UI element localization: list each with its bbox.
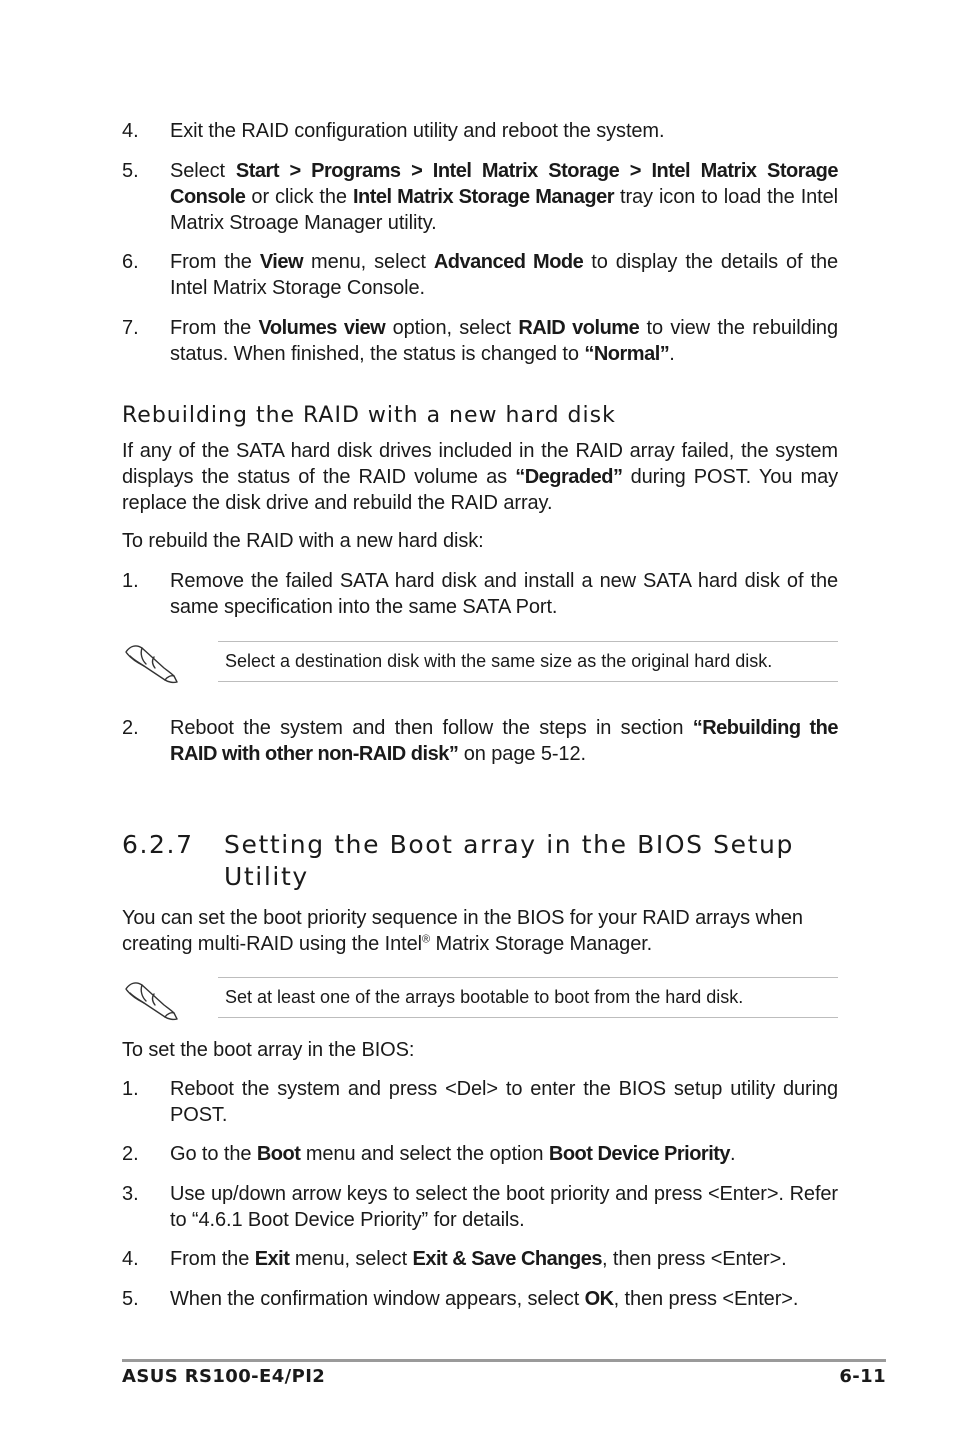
bold-term: RAID volume — [518, 317, 640, 339]
step-text — [170, 249, 838, 301]
page-number: 6-11 — [839, 1366, 886, 1387]
bold-term: “Rebuilding the RAID with other non-RAID disk” — [170, 717, 838, 765]
text-run: menu and select the option — [300, 1143, 549, 1165]
step-text — [170, 715, 838, 767]
text-run: , then press <Enter>. — [601, 1248, 787, 1270]
text-run: or click the — [245, 186, 353, 208]
bold-term: Boot — [256, 1143, 301, 1165]
hand-pencil-note-icon — [124, 977, 182, 1023]
hand-pencil-note-icon — [124, 640, 182, 686]
step-text — [170, 118, 838, 144]
text-run: Go to the — [170, 1143, 257, 1165]
text-run: From the — [170, 251, 260, 273]
section-heading: Rebuilding the RAID with a new hard disk — [122, 403, 616, 428]
text-run: Reboot the system and press <Del> to enter the BIOS setup utility during POST. — [170, 1078, 838, 1126]
step-text — [170, 1181, 838, 1233]
note-divider — [218, 641, 838, 642]
step-number: 3. — [122, 1183, 139, 1205]
step-number: 7. — [122, 317, 139, 339]
step-number: 4. — [122, 1248, 139, 1270]
step-number: 4. — [122, 120, 139, 142]
bold-term: Start > Programs > Intel Matrix Storage > Intel Matrix Storage Console — [170, 160, 838, 208]
step-number: 2. — [122, 717, 139, 739]
step-text — [170, 1141, 838, 1167]
section-title: Setting the Boot array in the BIOS Setup Utility — [224, 830, 794, 891]
text-run: , then press <Enter>. — [613, 1288, 799, 1310]
step-number: 5. — [122, 1288, 139, 1310]
bold-term: OK — [584, 1288, 614, 1310]
text-run: during POST. You may replace the disk drive and rebuild the RAID array. — [122, 466, 838, 514]
text-run: to view the rebuilding status. When finished, the status is changed to — [170, 317, 838, 365]
bold-term: View — [259, 251, 304, 273]
text-run: When the confirmation window appears, select — [170, 1288, 585, 1310]
footer-model: ASUS RS100-E4/PI2 — [122, 1366, 326, 1387]
text-run: . — [669, 343, 675, 365]
text-run: From the — [170, 317, 259, 339]
step-text — [170, 568, 838, 620]
text-run: Exit the RAID configuration utility and reboot the system. — [170, 120, 665, 142]
step-number: 5. — [122, 160, 139, 182]
step-text — [170, 1246, 838, 1272]
note-divider — [218, 681, 838, 682]
note-divider — [218, 977, 838, 978]
bold-term: “Degraded” — [515, 466, 623, 488]
note-text: Select a destination disk with the same size as the original hard disk. — [225, 651, 773, 671]
bold-term: Advanced Mode — [433, 251, 584, 273]
text-run: on page 5-12. — [458, 743, 586, 765]
text-run: menu, select — [303, 251, 434, 273]
step-text — [170, 158, 838, 236]
text-run: to display the details of the Intel Matrix Storage Console. — [170, 251, 838, 299]
text-run: Select — [170, 160, 236, 182]
bold-term: Intel Matrix Storage Manager — [352, 186, 614, 208]
footer-divider — [122, 1359, 886, 1362]
bold-term: Boot Device Priority — [548, 1143, 731, 1165]
text-run: Remove the failed SATA hard disk and install a new SATA hard disk of the same specification into the same SATA Port. — [170, 570, 838, 618]
text-run: tray icon to load the Intel Matrix Stroage Manager utility. — [170, 186, 838, 234]
text-run: . — [730, 1143, 736, 1165]
step-number: 6. — [122, 251, 139, 273]
note-text: Set at least one of the arrays bootable to boot from the hard disk. — [225, 987, 744, 1007]
text-run: If any of the SATA hard disk drives included in the RAID array failed, the system displays the status of the RAID volume as — [122, 440, 838, 488]
paragraph: To set the boot array in the BIOS: — [122, 1039, 415, 1061]
bold-term: Volumes view — [258, 317, 386, 339]
text-run: option, select — [385, 317, 519, 339]
paragraph: You can set the boot priority sequence in the BIOS for your RAID arrays when creating multi-RAID using the Intel® Matrix Storage Manager. — [122, 907, 803, 955]
step-number: 1. — [122, 570, 139, 592]
step-number: 1. — [122, 1078, 139, 1100]
paragraph: To rebuild the RAID with a new hard disk: — [122, 530, 484, 552]
section-number: 6.2.7 — [122, 830, 194, 859]
paragraph — [122, 438, 838, 516]
bold-term: “Normal” — [584, 343, 670, 365]
step-number: 2. — [122, 1143, 139, 1165]
step-text — [170, 315, 838, 367]
text-run: From the — [170, 1248, 255, 1270]
step-text — [170, 1286, 838, 1312]
text-run: Reboot the system and then follow the steps in section — [170, 717, 693, 739]
text-run: Use up/down arrow keys to select the boot priority and press <Enter>. Refer to “4.6.1 Boot Device Priority” for details. — [170, 1183, 838, 1231]
bold-term: Exit & Save Changes — [412, 1248, 602, 1270]
step-text — [170, 1076, 838, 1128]
note-divider — [218, 1017, 838, 1018]
bold-term: Exit — [254, 1248, 290, 1270]
text-run: menu, select — [289, 1248, 413, 1270]
